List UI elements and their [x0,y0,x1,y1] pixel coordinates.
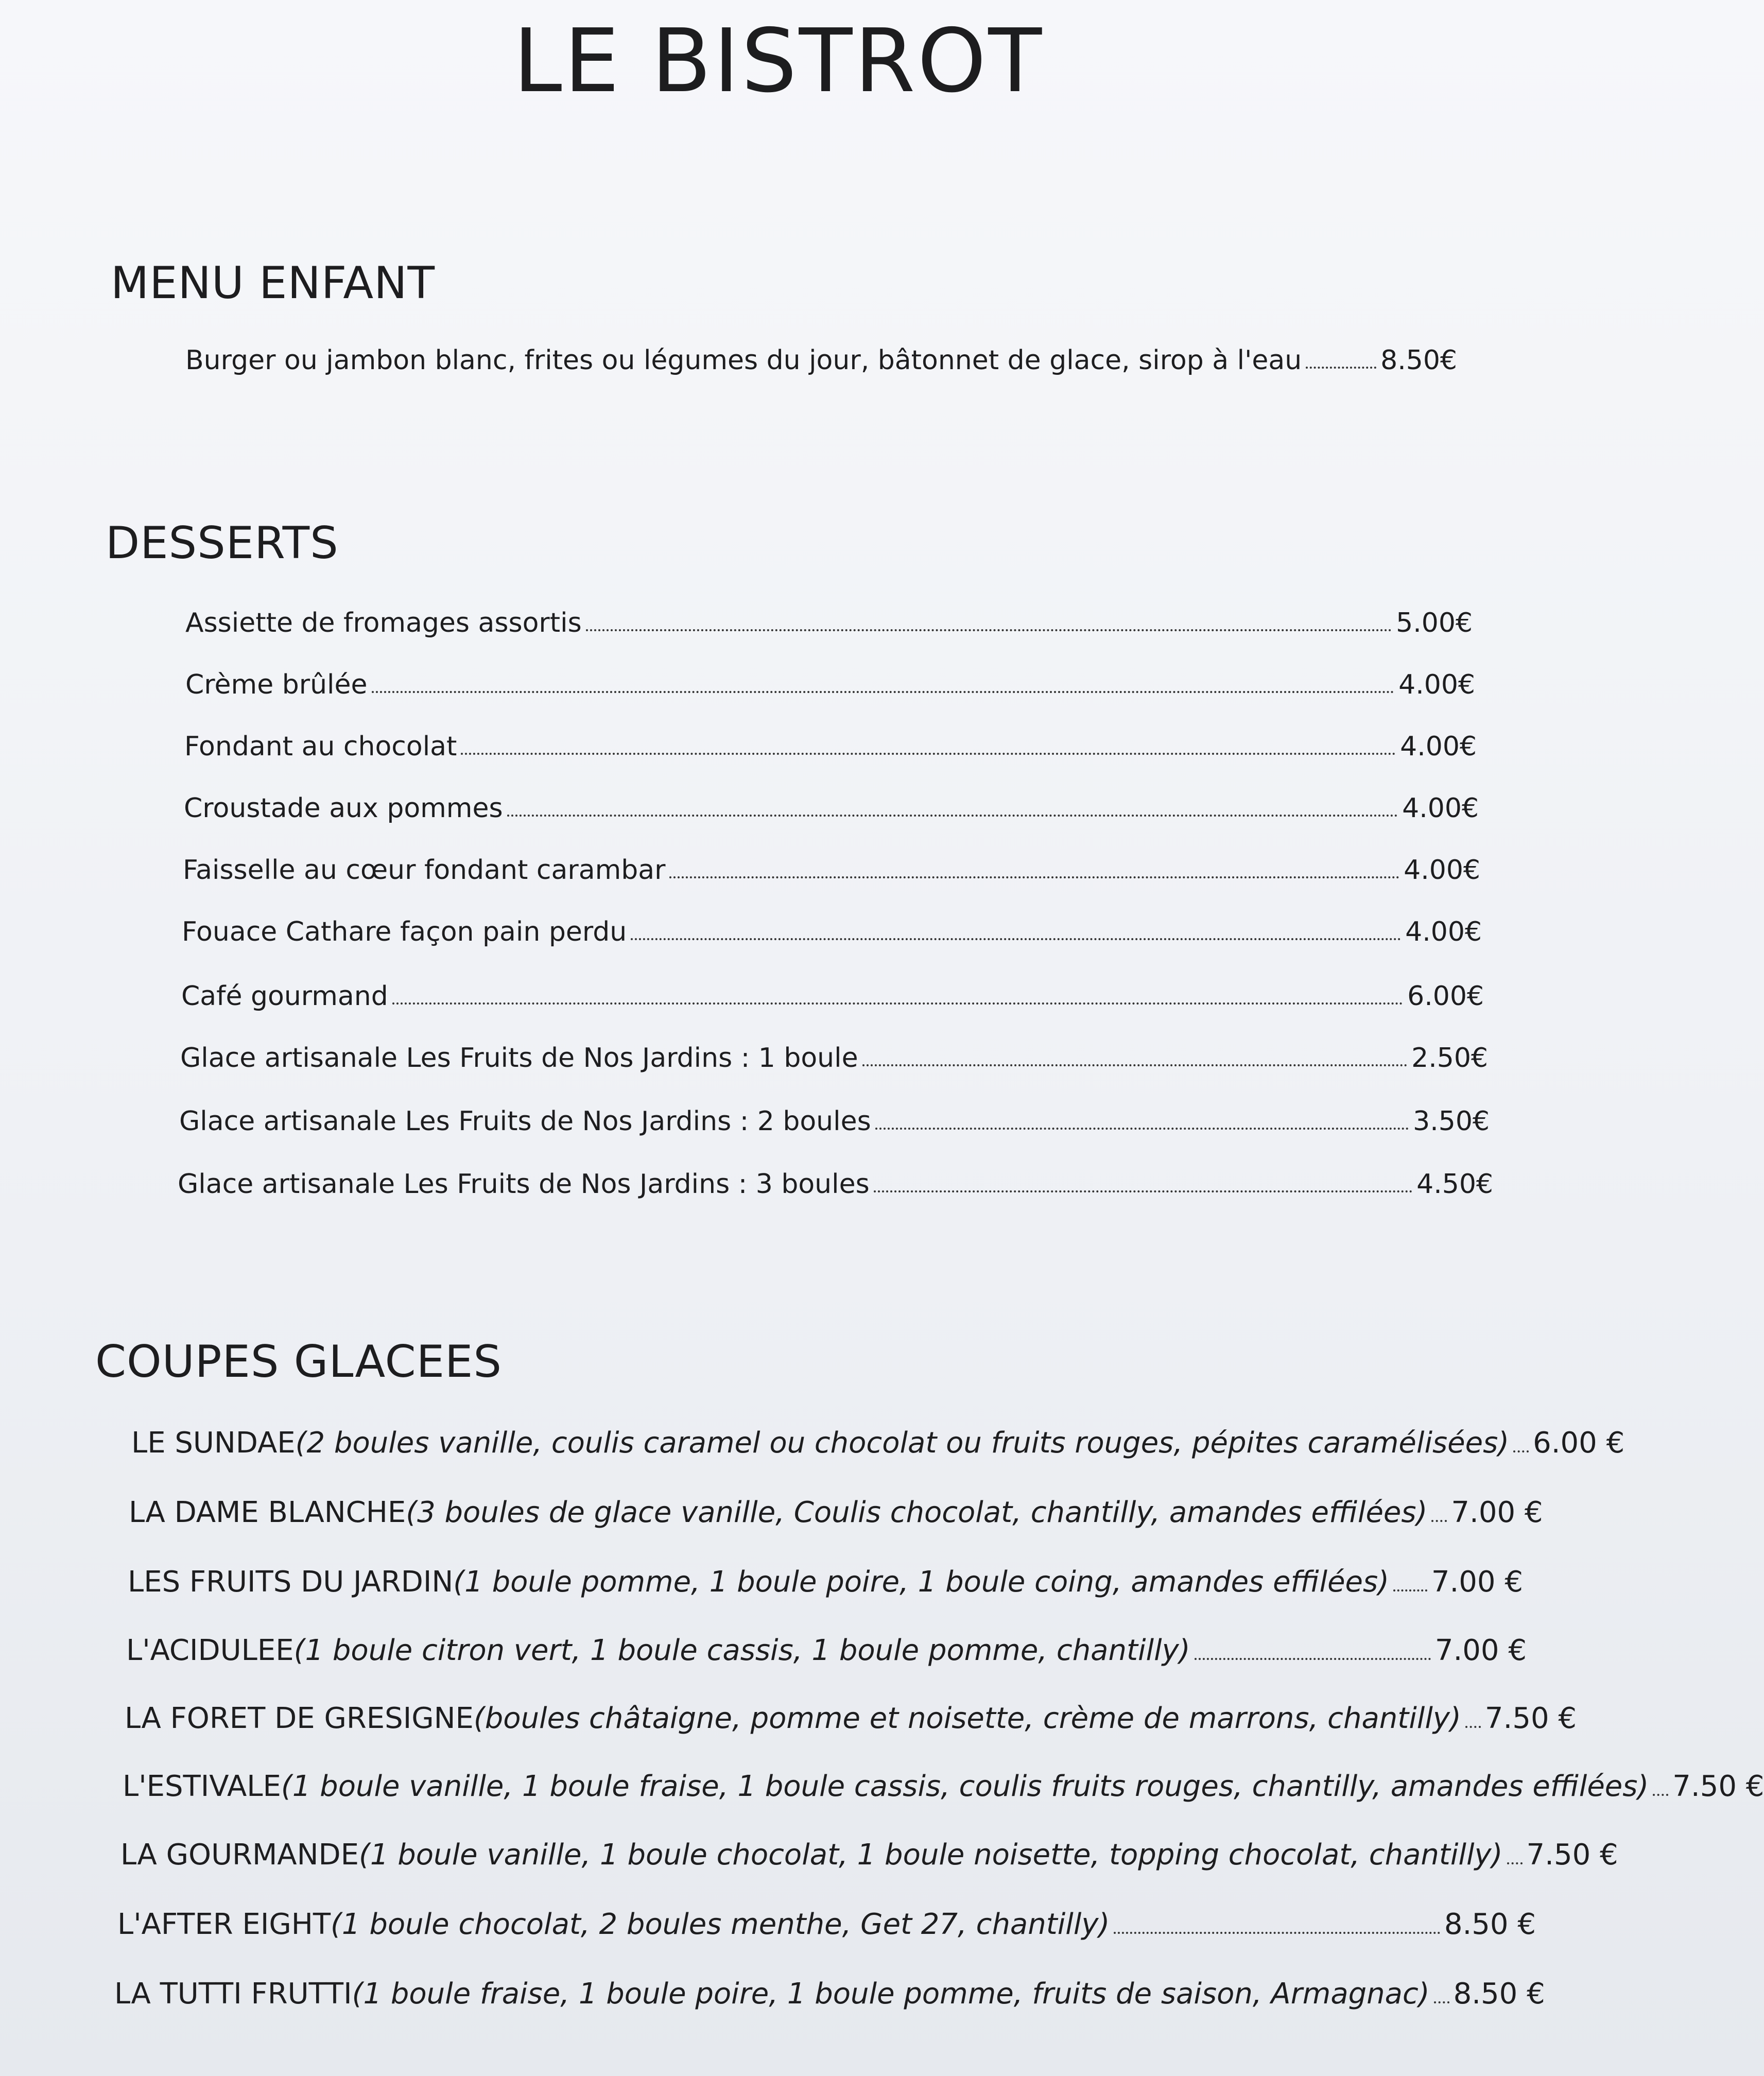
dot-leader [461,753,1396,755]
dot-leader [392,1002,1403,1005]
coupe-name: LE SUNDAE [131,1426,296,1460]
coupe-item [128,1558,1523,1599]
dessert-name: Glace artisanale Les Fruits de Nos Jardins : 3 boules [178,1169,870,1200]
menu-item [185,335,1457,376]
menu-item-name: Burger ou jambon blanc, frites ou légumes du jour, bâtonnet de glace, sirop à l'eau [185,345,1302,376]
dessert-name: Glace artisanale Les Fruits de Nos Jardins : 2 boules [179,1106,871,1137]
dot-leader [1434,2001,1449,2003]
dessert-item [180,1032,1488,1074]
dot-leader [874,1190,1412,1192]
coupe-price: 7.00 € [1431,1565,1523,1599]
coupe-item [120,1830,1618,1872]
dessert-name: Crème brûlée [185,669,368,700]
dot-leader [1195,1658,1431,1660]
dot-leader [875,1128,1409,1130]
dessert-name: Glace artisanale Les Fruits de Nos Jardins : 1 boule [180,1043,858,1074]
coupe-price: 8.50 € [1453,1977,1545,2011]
coupe-name: LA TUTTI FRUTTI [114,1977,352,2011]
coupe-description: (boules châtaigne, pomme et noisette, crème de marrons, chantilly) [473,1702,1461,1735]
coupe-name: L'AFTER EIGHT [117,1908,331,1941]
dessert-item [182,906,1482,947]
dot-leader [862,1064,1408,1066]
dessert-item [178,1158,1493,1200]
coupe-name: L'ESTIVALE [123,1770,281,1803]
coupe-price: 7.50 € [1484,1702,1577,1735]
coupe-description: (1 boule vanille, 1 boule fraise, 1 boule cassis, coulis fruits rouges, chantilly, amandes effilées) [281,1770,1649,1803]
dessert-name: Croustade aux pommes [184,793,503,824]
dot-leader [1393,1589,1427,1591]
coupe-name: LA FORET DE GRESIGNE [125,1702,474,1735]
dot-leader [1465,1726,1481,1728]
dessert-price: 4.00€ [1398,669,1475,700]
coupe-price: 8.50 € [1444,1908,1536,1941]
dessert-price: 5.00€ [1396,608,1473,638]
coupe-item [114,1969,1545,2011]
dessert-price: 4.00€ [1405,916,1482,947]
dessert-price: 6.00€ [1407,981,1484,1012]
dessert-price: 4.50€ [1416,1169,1493,1200]
dessert-name: Fouace Cathare façon pain perdu [182,916,627,947]
dot-leader [1114,1932,1440,1934]
dessert-price: 4.00€ [1404,855,1480,886]
dot-leader [1507,1862,1523,1864]
dessert-name: Fondant au chocolat [184,731,457,762]
coupe-description: (1 boule fraise, 1 boule poire, 1 boule pomme, fruits de saison, Armagnac) [352,1977,1430,2011]
dessert-item [181,971,1484,1012]
dessert-name: Café gourmand [181,981,388,1012]
desserts-heading: DESSERTS [106,517,339,569]
coupe-item [129,1488,1543,1529]
coupe-description: (1 boule vanille, 1 boule chocolat, 1 boule noisette, topping chocolat, chantilly) [358,1838,1503,1872]
coupe-name: LES FRUITS DU JARDIN [128,1565,454,1599]
coupe-price: 7.00 € [1434,1634,1527,1667]
coupe-price: 6.00 € [1533,1426,1625,1460]
coupe-description: (1 boule chocolat, 2 boules menthe, Get 27, chantilly) [331,1908,1110,1941]
dessert-item [184,721,1477,762]
dessert-item [185,597,1473,638]
coupe-description: (3 boules de glace vanille, Coulis chocolat, chantilly, amandes effilées) [406,1496,1428,1529]
coupe-name: L'ACIDULEE [126,1634,294,1667]
coupe-item [125,1694,1577,1735]
dot-leader [669,876,1399,878]
page-title: LE BISTROT [513,10,1044,112]
dessert-item [183,844,1480,886]
coupe-price: 7.50 € [1526,1838,1618,1872]
coupe-item [123,1762,1764,1803]
dot-leader [631,938,1401,940]
dessert-item [185,659,1475,700]
dot-leader [1513,1450,1529,1452]
coupe-description: (2 boules vanille, coulis caramel ou chocolat ou fruits rouges, pépites caramélisées) [295,1426,1510,1460]
coupe-name: LA GOURMANDE [120,1838,359,1872]
menu-item-price: 8.50€ [1380,345,1457,376]
dessert-name: Faisselle au cœur fondant carambar [183,855,666,886]
menu-enfant-heading: MENU ENFANT [111,257,436,309]
dessert-price: 2.50€ [1411,1043,1488,1074]
dessert-price: 4.00€ [1402,793,1479,824]
coupe-item [131,1418,1625,1460]
coupe-description: (1 boule citron vert, 1 boule cassis, 1 boule pomme, chantilly) [293,1634,1190,1667]
coupe-name: LA DAME BLANCHE [129,1496,406,1529]
coupe-price: 7.00 € [1451,1496,1543,1529]
dot-leader [1431,1520,1447,1522]
coupe-item [117,1900,1536,1941]
dot-leader [586,629,1392,631]
dot-leader [372,691,1395,693]
dessert-item [184,783,1479,824]
dot-leader [1653,1794,1668,1796]
dessert-name: Assiette de fromages assortis [185,608,582,638]
coupe-item [126,1626,1527,1667]
coupes-glacees-heading: COUPES GLACEES [95,1336,502,1388]
dot-leader [507,815,1398,817]
dessert-item [179,1096,1490,1137]
dessert-price: 4.00€ [1400,731,1477,762]
coupe-price: 7.50 € [1672,1770,1764,1803]
dot-leader [1306,367,1376,369]
coupe-description: (1 boule pomme, 1 boule poire, 1 boule coing, amandes effilées) [453,1565,1389,1599]
dessert-price: 3.50€ [1413,1106,1490,1137]
